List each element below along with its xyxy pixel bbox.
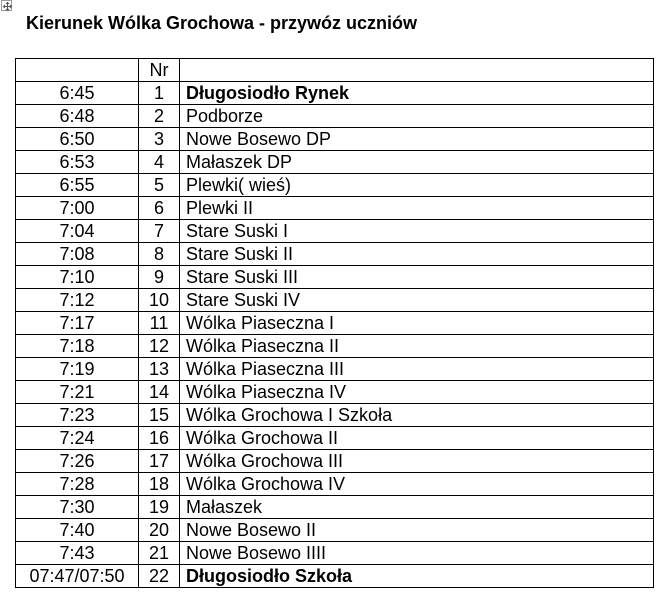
table-row (16, 289, 654, 312)
nr-cell: 10 (139, 289, 180, 312)
stop-name-cell: Stare Suski III (180, 266, 654, 289)
nr-cell: 7 (139, 220, 180, 243)
table-row (16, 496, 654, 519)
stop-name-cell: Wólka Grochowa III (180, 450, 654, 473)
table-row (16, 82, 654, 105)
table-row (16, 427, 654, 450)
nr-cell: 6 (139, 197, 180, 220)
stop-name-cell: Małaszek (180, 496, 654, 519)
time-cell: 7:21 (16, 381, 139, 404)
table-row (16, 105, 654, 128)
nr-cell: 8 (139, 243, 180, 266)
time-cell: 7:04 (16, 220, 139, 243)
stop-name-cell: Wólka Piaseczna I (180, 312, 654, 335)
table-row (16, 243, 654, 266)
table-move-handle-icon[interactable] (1, 0, 12, 11)
table-header-row (16, 59, 654, 82)
stop-name-cell: Długosiodło Szkoła (180, 565, 654, 588)
time-cell: 7:10 (16, 266, 139, 289)
stop-name-cell: Podborze (180, 105, 654, 128)
nr-cell: 21 (139, 542, 180, 565)
time-cell: 7:18 (16, 335, 139, 358)
nr-cell: 14 (139, 381, 180, 404)
table-row (16, 358, 654, 381)
time-cell: 7:17 (16, 312, 139, 335)
stop-name-cell: Nowe Bosewo IIII (180, 542, 654, 565)
table-row (16, 450, 654, 473)
time-cell: 7:24 (16, 427, 139, 450)
table-row (16, 174, 654, 197)
nr-cell: 22 (139, 565, 180, 588)
time-cell: 07:47/07:50 (16, 565, 139, 588)
stop-name-cell: Wólka Piaseczna IV (180, 381, 654, 404)
stop-name-cell: Nowe Bosewo II (180, 519, 654, 542)
time-cell: 7:00 (16, 197, 139, 220)
time-cell: 7:23 (16, 404, 139, 427)
time-cell: 6:48 (16, 105, 139, 128)
schedule-table (15, 58, 654, 588)
stop-name-cell: Wólka Piaseczna II (180, 335, 654, 358)
nr-cell: 4 (139, 151, 180, 174)
table-row (16, 266, 654, 289)
table-row (16, 312, 654, 335)
table-row (16, 542, 654, 565)
time-cell: 7:12 (16, 289, 139, 312)
table-row (16, 197, 654, 220)
time-cell: 6:55 (16, 174, 139, 197)
stop-name-cell: Wólka Grochowa IV (180, 473, 654, 496)
nr-cell: 11 (139, 312, 180, 335)
stop-name-cell: Stare Suski I (180, 220, 654, 243)
nr-cell: 2 (139, 105, 180, 128)
nr-cell: 1 (139, 82, 180, 105)
stop-name-cell: Wólka Grochowa II (180, 427, 654, 450)
stop-name-cell: Długosiodło Rynek (180, 82, 654, 105)
stop-name-cell: Wólka Grochowa I Szkoła (180, 404, 654, 427)
table-row (16, 519, 654, 542)
nr-cell: 13 (139, 358, 180, 381)
nr-cell: 16 (139, 427, 180, 450)
time-cell: 7:40 (16, 519, 139, 542)
stop-name-cell: Wólka Piaseczna III (180, 358, 654, 381)
stop-name-cell: Nowe Bosewo DP (180, 128, 654, 151)
table-row (16, 473, 654, 496)
nr-cell: 20 (139, 519, 180, 542)
time-cell: 6:50 (16, 128, 139, 151)
stop-name-cell: Plewki( wieś) (180, 174, 654, 197)
header-nr-cell: Nr (139, 59, 180, 82)
table-row (16, 128, 654, 151)
time-cell: 7:26 (16, 450, 139, 473)
table-row (16, 335, 654, 358)
nr-cell: 9 (139, 266, 180, 289)
table-row (16, 220, 654, 243)
nr-cell: 18 (139, 473, 180, 496)
nr-cell: 19 (139, 496, 180, 519)
nr-cell: 15 (139, 404, 180, 427)
stop-name-cell: Małaszek DP (180, 151, 654, 174)
time-cell: 7:28 (16, 473, 139, 496)
time-cell: 7:43 (16, 542, 139, 565)
time-cell: 7:30 (16, 496, 139, 519)
table-row (16, 565, 654, 588)
move-arrows-icon (2, 1, 13, 12)
header-time-cell (16, 59, 139, 82)
header-stop-cell (180, 59, 654, 82)
nr-cell: 12 (139, 335, 180, 358)
table-row (16, 404, 654, 427)
nr-cell: 17 (139, 450, 180, 473)
table-row (16, 151, 654, 174)
stop-name-cell: Stare Suski IV (180, 289, 654, 312)
stop-name-cell: Plewki II (180, 197, 654, 220)
time-cell: 6:45 (16, 82, 139, 105)
stop-name-cell: Stare Suski II (180, 243, 654, 266)
nr-cell: 3 (139, 128, 180, 151)
time-cell: 7:19 (16, 358, 139, 381)
document-title: Kierunek Wólka Grochowa - przywóz uczniów (26, 13, 418, 33)
time-cell: 6:53 (16, 151, 139, 174)
time-cell: 7:08 (16, 243, 139, 266)
table-row (16, 381, 654, 404)
nr-cell: 5 (139, 174, 180, 197)
